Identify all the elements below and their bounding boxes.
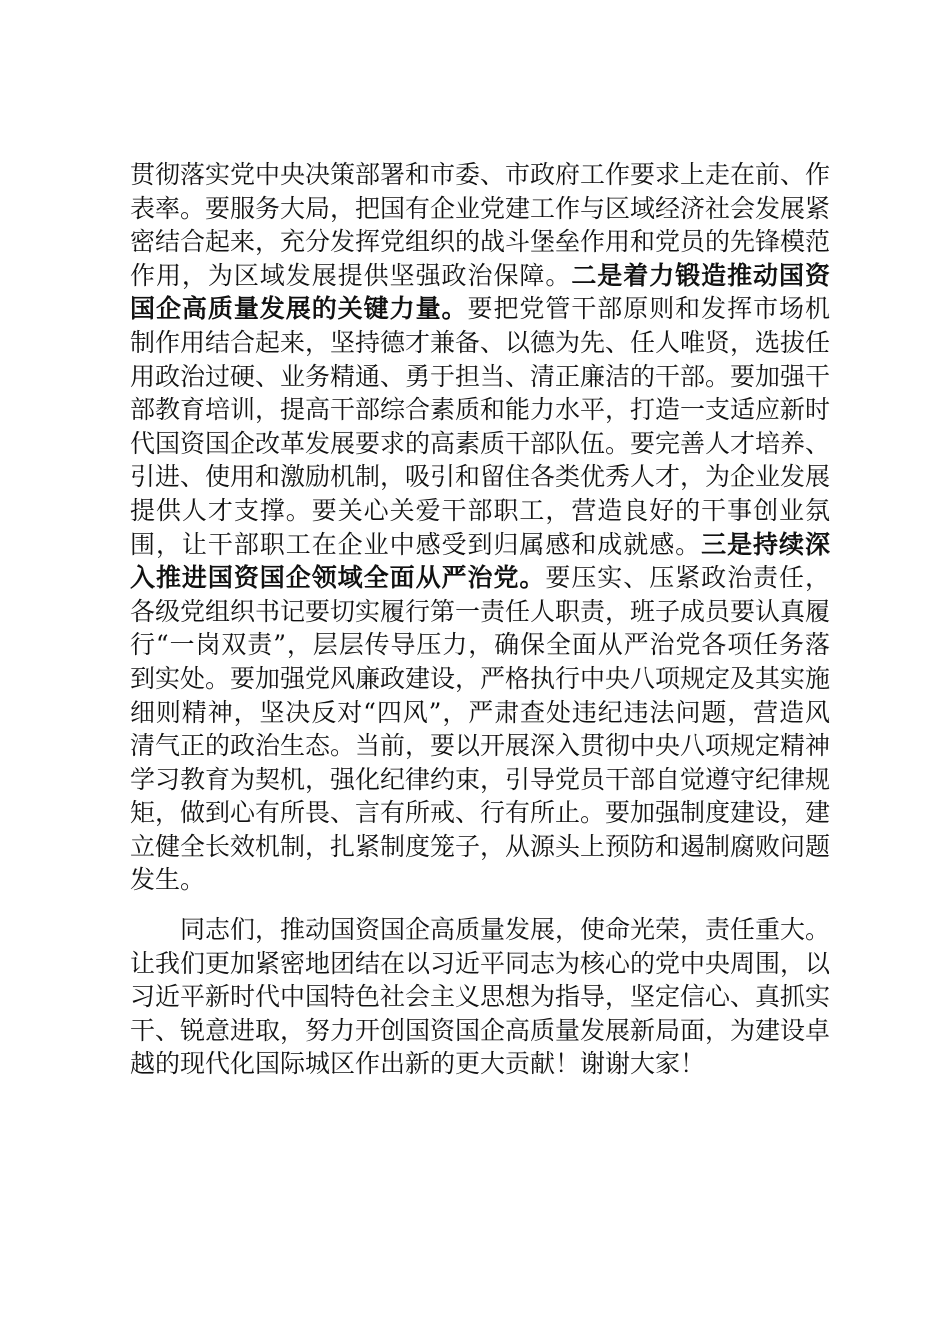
paragraph-2-text-1: 同志们，推动国资国企高质量发展，使命光荣，责任重大。让我们更加紧密地团结在以习近平同志为核心的党中央周围，以习近平新时代中国特色社会主义思想为指导，坚定信心、真抓实干、锐意进取，努力开创国资国企高质量发展新局面，为建设卓越的现代化国际城区作出新的更大贡献！谢谢大家！ (130, 915, 831, 1079)
document-page (130, 158, 830, 1081)
paragraph-1-heading-2: 二是着力锻造推动国资国企高质量发展的关键力量。 (130, 260, 830, 324)
paragraph-1 (130, 158, 830, 897)
paragraph-1-text-3: 要压实、压紧政治责任，各级党组织书记要切实履行第一责任人职责，班子成员要认真履行“一岗双责”，层层传导压力，确保全面从严治党各项任务落到实处。要加强党风廉政建设，严格执行中央八项规定及其实施细则精神，坚决反对“四风”，严肃查处违纪违法问题，营造风清气正的政治生态。当前，要以开展深入贯彻中央八项规定精神学习教育为契机，强化纪律约束，引导党员干部自觉遵守纪律规矩，做到心有所畏、言有所戒、行有所止。要加强制度建设，建立健全长效机制，扎紧制度笼子，从源头上预防和遏制腐败问题发生。 (130, 563, 831, 895)
paragraph-1-text-2: 要把党管干部原则和发挥市场机制作用结合起来，坚持德才兼备、以德为先、任人唯贤，选拔任用政治过硬、业务精通、勇于担当、清正廉洁的干部。要加强干部教育培训，提高干部综合素质和能力水平，打造一支适应新时代国资国企改革发展要求的高素质干部队伍。要完善人才培养、引进、使用和激励机制，吸引和留住各类优秀人才，为企业发展提供人才支撑。要关心关爱干部职工，营造良好的干事创业氛围，让干部职工在企业中感受到归属感和成就感。 (130, 294, 831, 559)
paragraph-1-heading-3: 三是持续深入推进国资国企领域全面从严治党。 (130, 529, 830, 593)
paragraph-2 (130, 913, 830, 1081)
paragraph-1-text-1: 贯彻落实党中央决策部署和市委、市政府工作要求上走在前、作表率。要服务大局，把国有企业党建工作与区域经济社会发展紧密结合起来，充分发挥党组织的战斗堡垒作用和党员的先锋模范作用，为区域发展提供坚强政治保障。 (130, 160, 831, 290)
